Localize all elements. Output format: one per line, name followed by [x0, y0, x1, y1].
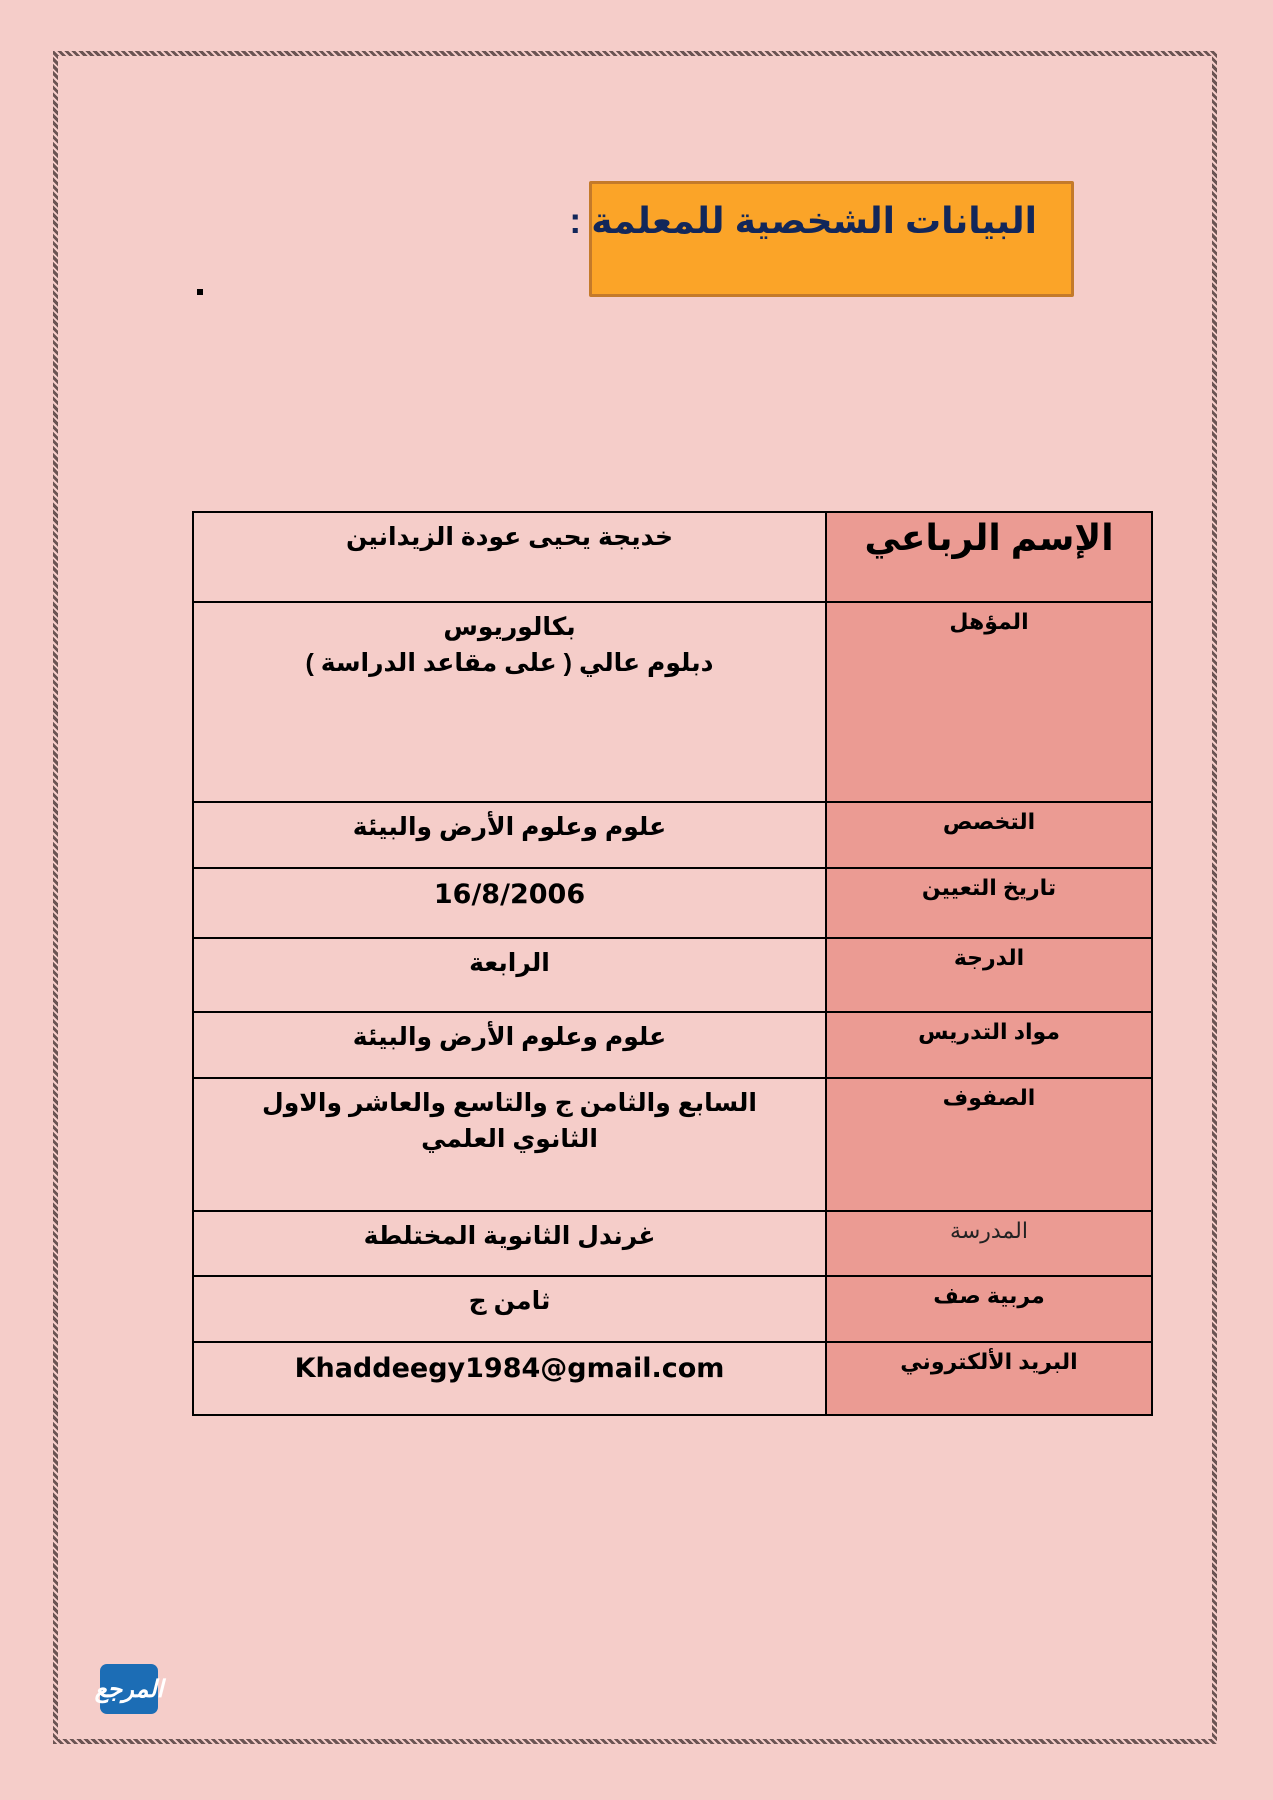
label-email: البريد الألكتروني [826, 1342, 1152, 1415]
value-grade: الرابعة [193, 938, 826, 1012]
value-class-teacher: ثامن ج [193, 1276, 826, 1342]
logo-text: المرجع [94, 1675, 164, 1703]
bullet-dot [197, 289, 203, 295]
almrj3-logo-icon [94, 1664, 164, 1714]
table-row-class-teacher [193, 1276, 1152, 1342]
table-row-email [193, 1342, 1152, 1415]
label-specialization: التخصص [826, 802, 1152, 868]
label-classes: الصفوف [826, 1078, 1152, 1211]
label-subjects: مواد التدريس [826, 1012, 1152, 1078]
table-row-appointment-date [193, 868, 1152, 938]
value-qualification [193, 602, 826, 802]
label-appointment-date: تاريخ التعيين [826, 868, 1152, 938]
value-classes: السابع والثامن ج والتاسع والعاشر والاول الثانوي العلمي [193, 1078, 826, 1211]
table-row-classes [193, 1078, 1152, 1211]
title-box [569, 181, 1074, 297]
table-row-grade [193, 938, 1152, 1012]
table-row-specialization [193, 802, 1152, 868]
value-subjects: علوم وعلوم الأرض والبيئة [193, 1012, 826, 1078]
table-row-subjects [193, 1012, 1152, 1078]
value-specialization: علوم وعلوم الأرض والبيئة [193, 802, 826, 868]
label-class-teacher: مربية صف [826, 1276, 1152, 1342]
label-full-name: الإسم الرباعي [826, 512, 1152, 602]
value-email: Khaddeegy1984@gmail.com [193, 1342, 826, 1415]
table-row-full-name [193, 512, 1152, 602]
value-qualification-line-2: دبلوم عالي ( على مقاعد الدراسة ) [305, 649, 714, 678]
page-title: البيانات الشخصية للمعلمة : [569, 200, 1037, 241]
label-qualification: المؤهل [826, 602, 1152, 802]
label-grade: الدرجة [826, 938, 1152, 1012]
table-row-school [193, 1211, 1152, 1276]
value-school: غرندل الثانوية المختلطة [193, 1211, 826, 1276]
value-qualification-line-1: بكالوريوس [443, 613, 576, 641]
label-school: المدرسة [826, 1211, 1152, 1276]
table-row-qualification [193, 602, 1152, 802]
value-full-name: خديجة يحيى عودة الزيدانين [193, 512, 826, 602]
teacher-info-table [192, 511, 1153, 1416]
value-appointment-date: 16/8/2006 [193, 868, 826, 938]
